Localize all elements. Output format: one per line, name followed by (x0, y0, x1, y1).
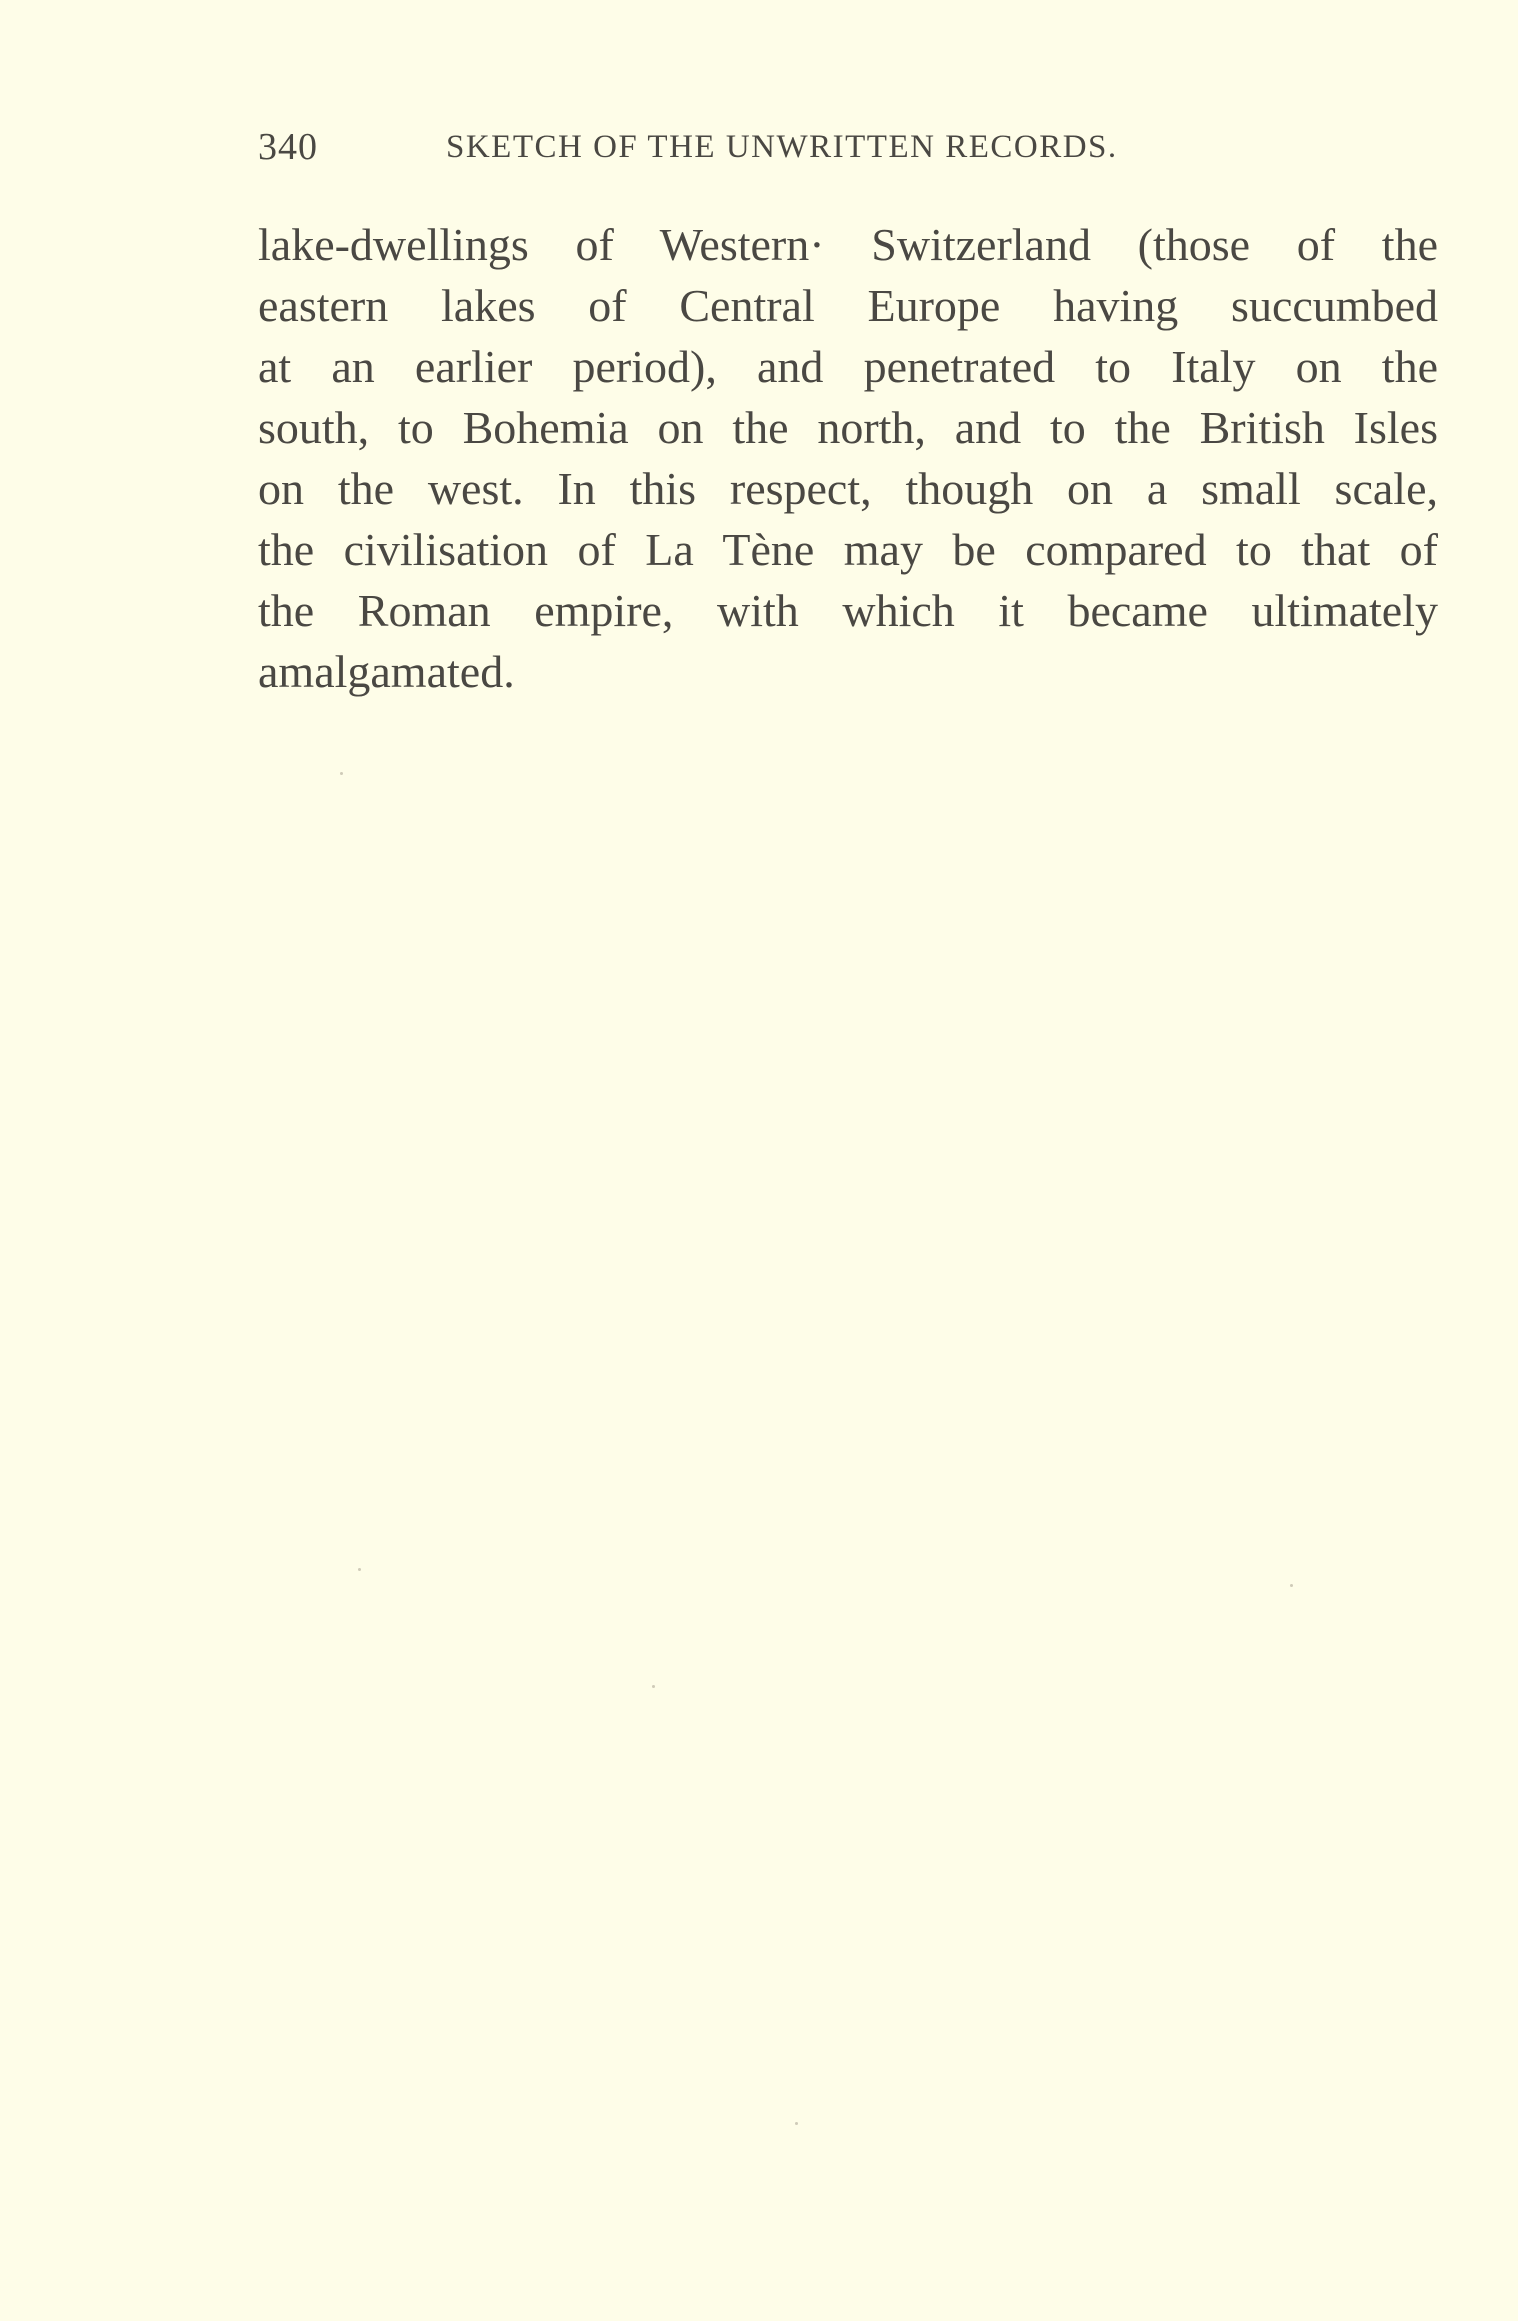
paper-speck (358, 1568, 361, 1571)
paper-speck (340, 772, 343, 775)
text-line: at an earlier period), and penetrated to Italy on the (258, 341, 1438, 392)
text-line: the Roman empire, with which it became ultimately (258, 585, 1438, 636)
body-paragraph (258, 214, 1438, 702)
paper-speck (795, 2122, 798, 2125)
running-head (258, 122, 1238, 172)
page-number: 340 (258, 126, 318, 168)
paper-speck (1290, 1584, 1293, 1587)
paper-speck (652, 1685, 655, 1688)
text-line: eastern lakes of Central Europe having succumbed (258, 280, 1438, 331)
text-line: south, to Bohemia on the north, and to the British Isles (258, 402, 1438, 453)
running-title: SKETCH OF THE UNWRITTEN RECORDS. (446, 129, 1118, 165)
text-line: amalgamated. (258, 646, 515, 697)
text-line: lake-dwellings of Western· Switzerland (those of the (258, 219, 1438, 270)
text-line: on the west. In this respect, though on a small scale, (258, 463, 1438, 514)
text-line: the civilisation of La Tène may be compared to that of (258, 524, 1438, 575)
